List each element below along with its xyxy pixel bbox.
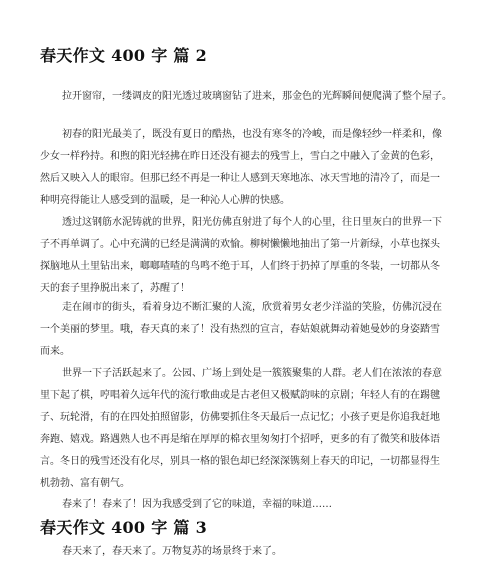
paragraph-line: 透过这钢筋水泥铸就的世界，阳光仿佛直射进了每个人的心里，往日里灰白的世界一下 bbox=[62, 217, 442, 228]
paragraph-line: 言。冬日的残雪还没有化尽，别具一格的银色却已经深深镌刻上春天的印记，一切都显得生 bbox=[40, 456, 440, 467]
paragraph-line: 种明亮得能让人感受到的温暖，是一种沁人心脾的快感。 bbox=[40, 195, 290, 206]
paragraph-line: 里下起了棋，哼唱着久远年代的流行歌曲或是古老但又极赋韵味的京剧；年轻人有的在踢毽 bbox=[40, 390, 440, 401]
paragraph-2 bbox=[40, 124, 464, 212]
paragraph-7 bbox=[40, 541, 464, 563]
section-heading-3: 春天作文 400 字 篇 3 bbox=[40, 518, 208, 537]
paragraph-line: 然后又映入人的眼帘。但那已经不再是一种让人感到天寒地冻、冰天雪地的清冷了，而是一 bbox=[40, 173, 440, 184]
paragraph-line: 春来了！春来了！因为我感受到了它的味道，幸福的味道…… bbox=[62, 499, 332, 510]
paragraph-line: 子不再单调了。心中充满的已经是满满的欢愉。柳树懒懒地抽出了第一片新绿，小草也探头 bbox=[40, 239, 440, 250]
section-heading-2: 春天作文 400 字 篇 2 bbox=[40, 46, 208, 65]
paragraph-line: 奔跑、嬉戏。路遇熟人也不再是缩在厚厚的棉衣里匆匆打个招呼，更多的有了微笑和肢体语 bbox=[40, 434, 440, 445]
paragraph-line: 子、玩轮滑，有的在四处拍照留影，仿佛要抓住冬天最后一点记忆；小孩子更是你追我赶地 bbox=[40, 412, 440, 423]
paragraph-line: 少女一样矜持。和煦的阳光轻拂在昨日还没有褪去的残雪上，雪白之中融入了金黄的色彩， bbox=[40, 151, 440, 162]
paragraph-5 bbox=[40, 363, 464, 495]
paragraph-6 bbox=[40, 494, 464, 516]
paragraph-3 bbox=[40, 212, 464, 300]
paragraph-1 bbox=[40, 86, 464, 108]
paragraph-line: 而来。 bbox=[40, 346, 70, 357]
paragraph-line: 机勃勃、富有朝气。 bbox=[40, 478, 130, 489]
paragraph-line: 天的套子里挣脱出来了，苏醒了！ bbox=[40, 283, 190, 294]
paragraph-line: 世界一下子活跃起来了。公园、广场上到处是一簇簇聚集的人群。老人们在浓浓的春意 bbox=[62, 368, 442, 379]
paragraph-line: 拉开窗帘，一缕调皮的阳光透过玻璃窗钻了进来，那金色的光辉瞬间便爬满了整个屋子。 bbox=[62, 91, 452, 102]
paragraph-line: 春天来了，春天来了。万物复苏的场景终于来了。 bbox=[62, 546, 282, 557]
paragraph-line: 一个美丽的梦里。哦，春天真的来了！没有热烈的宣言，春姑娘就舞动着她曼妙的身姿踏雪 bbox=[40, 324, 440, 335]
paragraph-line: 探脑地从土里钻出来，啷啷喳喳的鸟鸣不绝于耳，人们终于扔掉了厚重的冬装，一切都从冬 bbox=[40, 261, 440, 272]
paragraph-line: 初春的阳光最美了，既没有夏日的酷热，也没有寒冬的冷峻，而是像轻纱一样柔和，像 bbox=[62, 129, 442, 140]
paragraph-line: 走在闹市的街头，看着身边不断汇聚的人流，欣赏着男女老少洋溢的笑脸，仿佛沉浸在 bbox=[62, 302, 442, 313]
paragraph-4 bbox=[40, 297, 464, 363]
